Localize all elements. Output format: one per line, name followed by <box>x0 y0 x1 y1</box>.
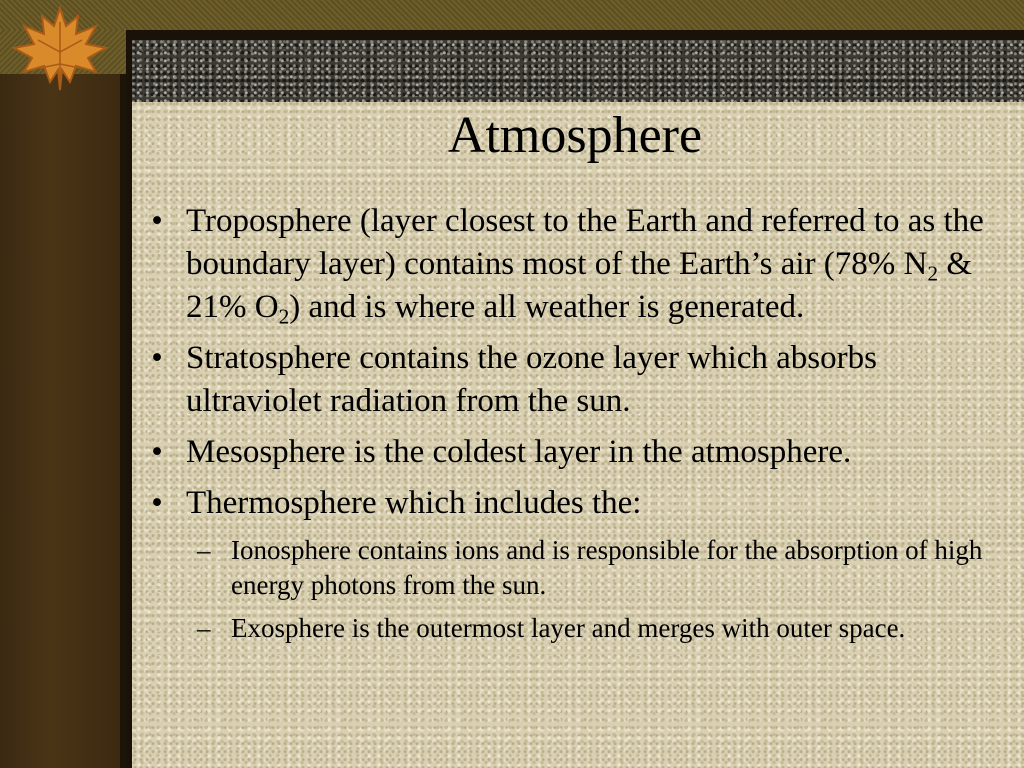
subscript-o2: 2 <box>278 304 290 329</box>
sub-bullet-list <box>142 533 1014 646</box>
bullet-troposphere <box>142 200 1014 329</box>
bullet-marker: • <box>151 434 163 470</box>
bullet-thermosphere <box>142 482 1014 525</box>
bullet-marker: • <box>151 485 163 521</box>
subscript-n2: 2 <box>927 261 939 286</box>
sub-bullet-text: Ionosphere contains ions and is responsible for the absorption of high energy photons from the sun. <box>231 535 983 600</box>
bullet-stratosphere <box>142 337 1014 423</box>
dash-marker: – <box>197 535 211 565</box>
dash-marker: – <box>197 613 211 643</box>
sub-bullet-text: Exosphere is the outermost layer and merges with outer space. <box>231 613 906 643</box>
slide-content <box>142 200 1014 654</box>
sub-bullet-ionosphere <box>142 533 1014 603</box>
bullet-text: & 21% O <box>186 246 973 325</box>
dark-texture-strip <box>132 40 1024 102</box>
bullet-text: Stratosphere contains the ozone layer which absorbs ultraviolet radiation from the sun. <box>186 340 877 419</box>
bullet-mesosphere <box>142 431 1014 474</box>
bullet-text: Thermosphere which includes the: <box>186 485 642 521</box>
bullet-text: Troposphere (layer closest to the Earth and referred to as the boundary layer) contains most of the Earth’s air (78% N <box>186 203 984 282</box>
sub-bullet-exosphere <box>142 611 1014 646</box>
top-texture-band <box>0 0 1024 30</box>
bullet-marker: • <box>151 340 163 376</box>
maple-leaf-icon <box>6 2 114 92</box>
bullet-marker: • <box>151 203 163 239</box>
bullet-text: Mesosphere is the coldest layer in the atmosphere. <box>186 434 852 470</box>
bullet-text: ) and is where all weather is generated. <box>289 289 805 325</box>
bullet-list <box>142 200 1014 525</box>
slide-title: Atmosphere <box>447 107 703 164</box>
